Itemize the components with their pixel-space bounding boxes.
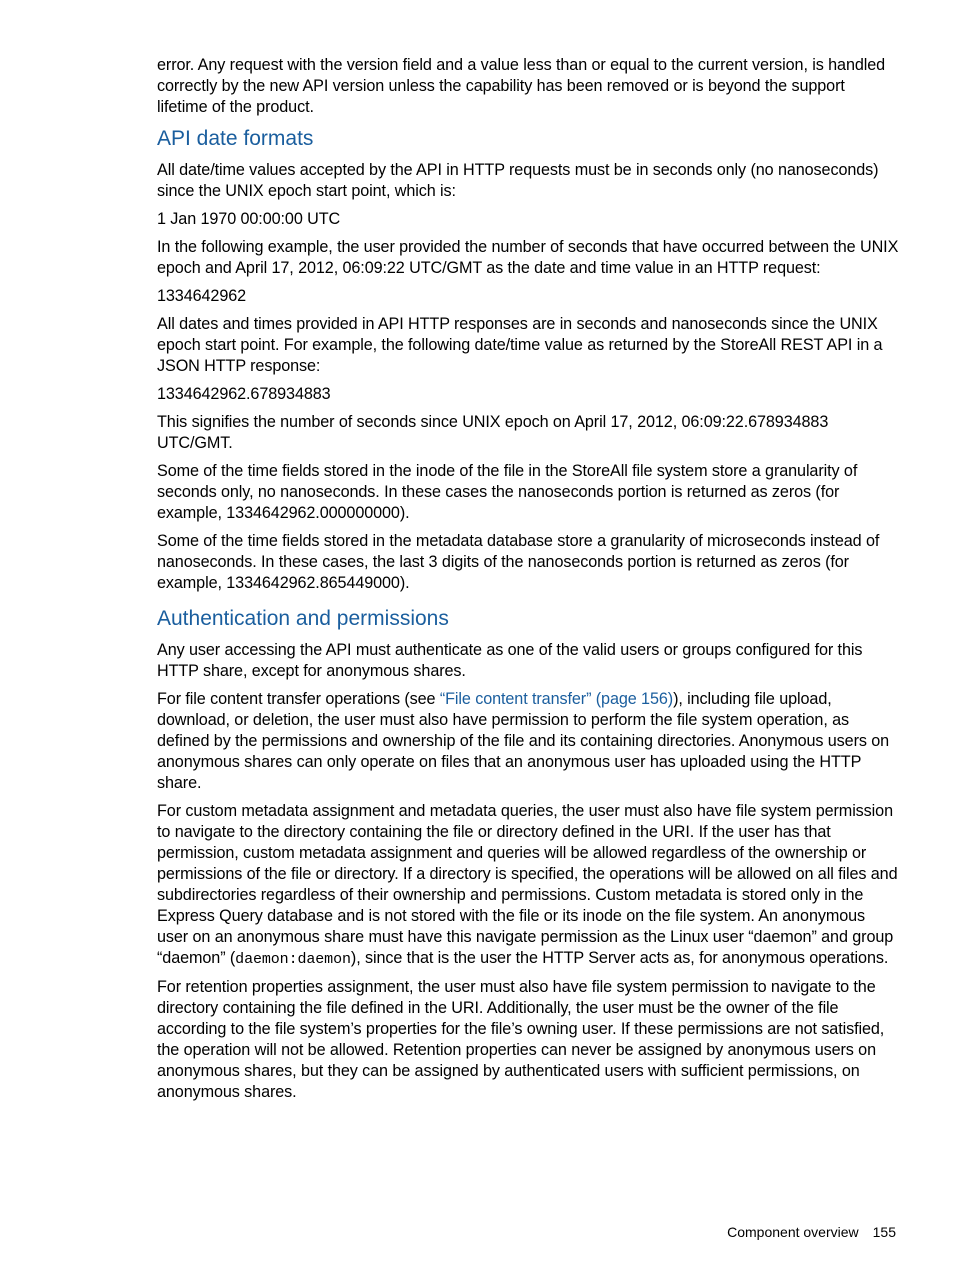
auth-p2-text-before: For file content transfer operations (see <box>157 690 440 708</box>
auth-p3-text-before: For custom metadata assignment and metadata queries, the user must also have file system permission to navigate to the directory containing the file or directory defined in the URI. If the user has that permission, custom metadata assignment and queries will be allowed regardless of the ownership or permissions of the file or directory. If a directory is specified, the operations will be allowed on all files and subdirectories regardless of their ownership and permissions. Custom metadata is stored only in the Express Query database and is not stored with the file or its inode on the file system. An anonymous user on an anonymous share must have this navigate permission as the Linux user “daemon” and group “daemon” ( <box>157 802 898 967</box>
date-formats-paragraph-4: This signifies the number of seconds since UNIX epoch on April 17, 2012, 06:09:22.678934883 UTC/GMT. <box>157 413 829 452</box>
section-heading-authentication: Authentication and permissions <box>157 607 449 630</box>
intro-paragraph: error. Any request with the version field and a value less than or equal to the current version, is handled correctly by the new API version unless the capability has been removed or is beyond the support lifetime of the product. <box>157 56 886 116</box>
date-formats-paragraph-1: All date/time values accepted by the API in HTTP requests must be in seconds only (no nanoseconds) since the UNIX epoch start point, which is: <box>157 161 879 200</box>
page-content <box>157 55 899 1110</box>
auth-paragraph-2 <box>157 689 899 794</box>
file-content-transfer-link[interactable]: “File content transfer” (page 156) <box>439 690 674 708</box>
auth-paragraph-1: Any user accessing the API must authenticate as one of the valid users or groups configured for this HTTP share, except for anonymous shares. <box>157 641 863 680</box>
auth-paragraph-3 <box>157 801 899 970</box>
date-formats-paragraph-5: Some of the time fields stored in the inode of the file in the StoreAll file system store a granularity of seconds only, no nanoseconds. In these cases the nanoseconds portion is returned as zeros (for example, 1334642962.000000000). <box>157 462 858 522</box>
response-example-value: 1334642962.678934883 <box>157 385 331 403</box>
page-footer <box>727 1222 896 1242</box>
auth-paragraph-4: For retention properties assignment, the user must also have file system permission to navigate to the directory containing the file defined in the URI. Additionally, the user must be the owner of the file according to the file system’s properties for the file’s owning user. If these permissions are not satisfied, the operation will not be allowed. Retention properties can never be assigned by anonymous users on anonymous shares, but they can be assigned by authenticated users with sufficient permissions, on anonymous shares. <box>157 978 885 1101</box>
daemon-code: daemon:daemon <box>235 951 351 968</box>
date-formats-paragraph-2: In the following example, the user provided the number of seconds that have occurred between the UNIX epoch and April 17, 2012, 06:09:22 UTC/GMT as the date and time value in an HTTP request: <box>157 238 899 277</box>
date-formats-paragraph-3: All dates and times provided in API HTTP responses are in seconds and nanoseconds since the UNIX epoch start point. For example, the following date/time value as returned by the StoreAll REST API in a JSON HTTP response: <box>157 315 883 375</box>
auth-p3-text-after: ), since that is the user the HTTP Server acts as, for anonymous operations. <box>350 949 889 967</box>
page-number: 155 <box>872 1224 896 1240</box>
auth-p2-text-after: ), including file upload, download, or deletion, the user must also have permission to perform the file system operation, as defined by the permissions and ownership of the file and its containing directories. Anonymous users on anonymous shares can only operate on files that an anonymous user has uploaded using the HTTP share. <box>157 690 890 792</box>
epoch-start-value: 1 Jan 1970 00:00:00 UTC <box>157 210 341 228</box>
section-heading-api-date-formats: API date formats <box>157 127 314 150</box>
request-example-value: 1334642962 <box>157 287 247 305</box>
footer-section-title: Component overview <box>727 1224 859 1240</box>
date-formats-paragraph-6: Some of the time fields stored in the metadata database store a granularity of microseconds instead of nanoseconds. In these cases, the last 3 digits of the nanoseconds portion is returned as zeros (for example, 1334642962.865449000). <box>157 532 880 592</box>
